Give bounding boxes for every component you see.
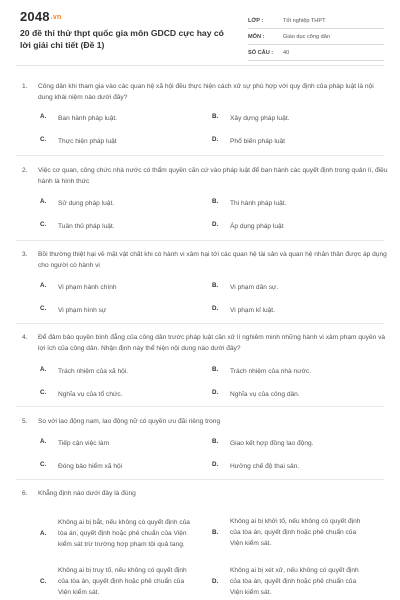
- option-letter: B.: [212, 113, 219, 120]
- option-text: Vi phạm hình sự: [58, 307, 107, 314]
- question-number: 2.: [22, 167, 28, 174]
- option-c[interactable]: [40, 564, 198, 598]
- option-text: Phổ biến pháp luật: [230, 138, 285, 145]
- option-d[interactable]: [212, 305, 275, 316]
- option-text: Trách nhiệm của nhà nước.: [230, 368, 312, 375]
- option-a[interactable]: [40, 366, 128, 377]
- option-text: Hưởng chế độ thai sản.: [230, 463, 300, 470]
- option-a[interactable]: [40, 113, 117, 124]
- question-number: 1.: [22, 83, 28, 90]
- option-text: Ban hành pháp luật.: [58, 115, 118, 122]
- exam-meta: [248, 13, 384, 61]
- question-text: Để đảm bảo quyền bình đẳng của công dân trước pháp luật cần xử lí nghiêm minh những hành vi xâm phạm quyền và lợi ích của công dân. Nhận định này thể hiện nội dung nào dưới đây?: [38, 334, 386, 352]
- option-letter: A.: [40, 366, 47, 373]
- option-letter: C.: [40, 577, 47, 585]
- option-text: Nghĩa vụ của tổ chức.: [58, 391, 123, 398]
- meta-value: Giáo dục công dân: [283, 33, 330, 40]
- option-b[interactable]: [212, 438, 314, 449]
- option-text: Thi hành pháp luật.: [230, 200, 287, 207]
- meta-row-count: [248, 45, 384, 61]
- option-b[interactable]: [212, 198, 286, 209]
- option-a[interactable]: [40, 198, 114, 209]
- site-logo[interactable]: [20, 9, 61, 24]
- option-letter: A.: [40, 113, 47, 120]
- logo-suffix: .vn: [50, 14, 62, 21]
- option-text: Không ai bị khởi tố, nếu không có quyết định của tòa án, quyết định hoặc phê chuẩn của Viện kiểm sát.: [230, 517, 361, 547]
- meta-label: MÔN :: [248, 33, 265, 40]
- option-d[interactable]: [212, 389, 300, 400]
- option-text: Thực hiện pháp luật: [58, 138, 117, 145]
- option-letter: D.: [212, 389, 219, 396]
- question-divider: [16, 479, 384, 480]
- option-letter: C.: [40, 221, 47, 228]
- question-number: 6.: [22, 490, 28, 497]
- option-d[interactable]: [212, 461, 299, 472]
- question-number: 5.: [22, 418, 28, 425]
- option-letter: C.: [40, 461, 47, 468]
- option-b[interactable]: [212, 113, 289, 124]
- header-divider: [16, 65, 384, 66]
- option-letter: A.: [40, 438, 47, 445]
- question-divider: [16, 323, 384, 324]
- option-text: Trách nhiệm của xã hội.: [58, 368, 129, 375]
- option-text: Đóng bảo hiểm xã hội: [58, 463, 123, 470]
- option-letter: D.: [212, 136, 219, 143]
- page-header: [0, 0, 400, 64]
- option-c[interactable]: [40, 461, 122, 472]
- option-text: Sử dụng pháp luật.: [58, 200, 115, 207]
- option-text: Vi phạm kỉ luật.: [230, 307, 275, 314]
- option-b[interactable]: [212, 366, 311, 377]
- meta-value: Tốt nghiệp THPT: [283, 17, 326, 24]
- option-text: Không ai bị truy tố, nếu không có quyết định của tòa án, quyết định hoặc phê chuẩn của Viện kiểm sát.: [58, 566, 187, 596]
- option-letter: B.: [212, 528, 219, 536]
- meta-value: 40: [283, 49, 290, 56]
- question-number: 4.: [22, 334, 28, 341]
- option-letter: C.: [40, 389, 47, 396]
- option-text: Không ai bị xét xử, nếu không có quyết định của tòa án, quyết định hoặc phê chuẩn của Viện kiểm sát.: [230, 566, 359, 596]
- option-c[interactable]: [40, 305, 106, 316]
- option-letter: D.: [212, 577, 219, 585]
- option-letter: B.: [212, 282, 219, 289]
- option-letter: B.: [212, 438, 219, 445]
- option-d[interactable]: [212, 136, 285, 147]
- option-text: Vi phạm dân sự.: [230, 284, 279, 291]
- meta-row-subject: [248, 29, 384, 45]
- question-text: Khẳng định nào dưới đây là đúng: [38, 490, 136, 497]
- option-letter: C.: [40, 305, 47, 312]
- option-d[interactable]: [212, 564, 370, 598]
- option-d[interactable]: [212, 221, 284, 232]
- option-c[interactable]: [40, 136, 117, 147]
- question-divider: [16, 240, 384, 241]
- question-divider: [16, 406, 384, 407]
- option-b[interactable]: [212, 512, 370, 552]
- exam-title: 20 đề thi thử thpt quốc gia môn GDCD cực hay có lời giải chi tiết (Đề 1): [20, 28, 224, 50]
- question-number: 3.: [22, 251, 28, 258]
- option-text: Vi phạm hành chính: [58, 284, 117, 291]
- option-letter: A.: [40, 529, 47, 537]
- option-letter: D.: [212, 221, 219, 228]
- question-divider: [16, 155, 384, 156]
- option-text: Tuân thủ pháp luật.: [58, 223, 115, 230]
- option-letter: A.: [40, 198, 47, 205]
- question-text: Bồi thường thiệt hại về mặt vật chất khi có hành vi xâm hại tới các quan hệ tài sản và quan hệ nhân thân được áp dụng cho người có hành vi: [38, 251, 387, 269]
- option-b[interactable]: [212, 282, 278, 293]
- meta-label: SỐ CÂU :: [248, 49, 274, 56]
- meta-label: LỚP :: [248, 17, 264, 24]
- option-letter: B.: [212, 198, 219, 205]
- option-a[interactable]: [40, 510, 198, 556]
- question-text: Công dân khi tham gia vào các quan hệ xã hội đều thực hiện cách xử sự phù hợp với quy định của pháp luật là nội dung khái niệm nào dưới đây?: [38, 83, 374, 101]
- option-letter: D.: [212, 461, 219, 468]
- option-c[interactable]: [40, 221, 115, 232]
- option-letter: D.: [212, 305, 219, 312]
- option-text: Áp dụng pháp luật: [230, 223, 284, 230]
- option-letter: C.: [40, 136, 47, 143]
- question-text: So với lao động nam, lao động nữ có quyền ưu đãi riêng trong: [38, 418, 221, 425]
- option-letter: A.: [40, 282, 47, 289]
- option-a[interactable]: [40, 282, 117, 293]
- meta-row-grade: [248, 13, 384, 29]
- logo-main: 2048: [20, 9, 50, 24]
- option-text: Giao kết hợp đồng lao động.: [230, 440, 314, 447]
- question-text: Việc cơ quan, công chức nhà nước có thẩm quyền căn cứ vào pháp luật để ban hành các quyết định trong quản lí, điều hành là hình thức: [38, 167, 388, 185]
- option-text: Xây dựng pháp luật.: [230, 115, 290, 122]
- option-text: Nghĩa vụ của công dân.: [230, 391, 300, 398]
- option-c[interactable]: [40, 389, 123, 400]
- option-text: Tiếp cận việc làm: [58, 440, 110, 447]
- option-a[interactable]: [40, 438, 109, 449]
- option-text: Không ai bị bắt, nếu không có quyết định của tòa án, quyết định hoặc phê chuẩn của Viện kiểm sát trừ trường hợp phạm tội quả tang.: [58, 518, 190, 548]
- option-letter: B.: [212, 366, 219, 373]
